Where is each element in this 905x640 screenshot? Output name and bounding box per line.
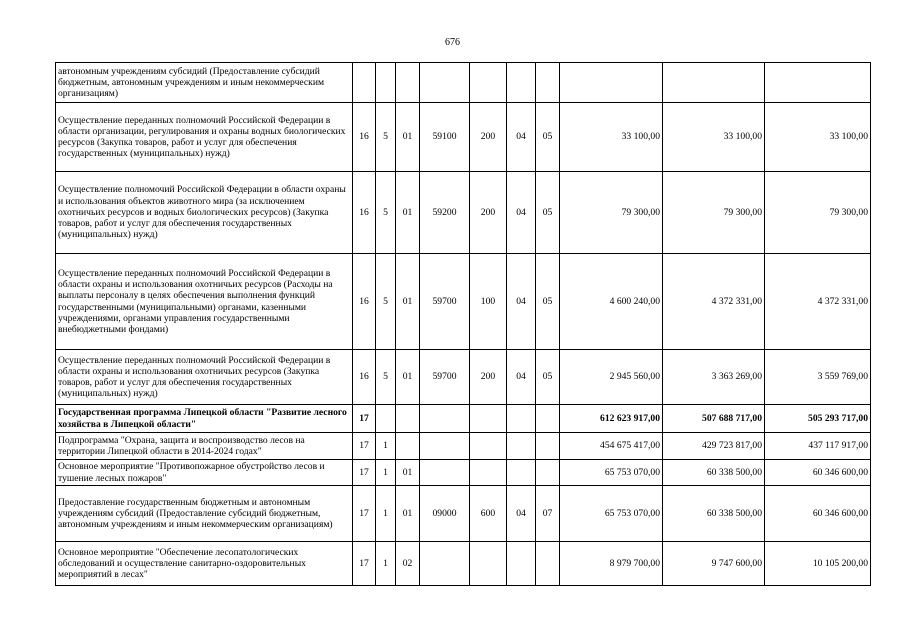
code-cell-7	[536, 433, 560, 460]
code-cell-5: 200	[470, 350, 507, 405]
code-cell-2: 1	[376, 542, 396, 586]
amount-cell-1: 612 623 917,00	[560, 405, 663, 433]
amount-cell-3: 79 300,00	[765, 172, 871, 254]
code-cell-5: 200	[470, 103, 507, 172]
code-cell-2: 5	[376, 172, 396, 254]
code-cell-3: 01	[396, 254, 420, 350]
amount-cell-1: 8 979 700,00	[560, 542, 663, 586]
row-name-cell: Осуществление полномочий Российской Федерации в области охраны и использования объектов животного мира (за исключением охотничьих ресурсов и водных биологических ресурсов) (Закупка товаров, работ и услуг для обеспечения государственных (муниципальных) нужд)	[56, 172, 353, 254]
row-name-cell: Осуществление переданных полномочий Российской Федерации в области охраны и использования охотничьих ресурсов (Закупка товаров, работ и услуг для обеспечения государственных (муниципальных) нужд)	[56, 350, 353, 405]
amount-cell-3: 4 372 331,00	[765, 254, 871, 350]
code-cell-7: 05	[536, 350, 560, 405]
table-row	[56, 542, 871, 586]
code-cell-4: 59700	[420, 350, 470, 405]
code-cell-1: 17	[353, 433, 376, 460]
code-cell-7	[536, 542, 560, 586]
code-cell-4: 59100	[420, 103, 470, 172]
code-cell-3: 01	[396, 486, 420, 542]
code-cell-3	[396, 405, 420, 433]
row-name-cell: Государственная программа Липецкой области "Развитие лесного хозяйства в Липецкой области"	[56, 405, 353, 433]
row-name-cell: Подпрограмма "Охрана, защита и воспроизводство лесов на территории Липецкой области в 2014-2024 годах"	[56, 433, 353, 460]
code-cell-6: 04	[507, 172, 536, 254]
amount-cell-3: 33 100,00	[765, 103, 871, 172]
code-cell-2: 1	[376, 460, 396, 486]
amount-cell-3: 60 346 600,00	[765, 460, 871, 486]
code-cell-3: 01	[396, 460, 420, 486]
code-cell-5: 600	[470, 486, 507, 542]
code-cell-3: 02	[396, 542, 420, 586]
code-cell-4: 59700	[420, 254, 470, 350]
budget-table-body	[56, 63, 871, 586]
code-cell-6	[507, 405, 536, 433]
table-row	[56, 172, 871, 254]
amount-cell-3: 10 105 200,00	[765, 542, 871, 586]
amount-cell-1: 65 753 070,00	[560, 486, 663, 542]
table-row	[56, 350, 871, 405]
code-cell-1	[353, 63, 376, 103]
code-cell-3: 01	[396, 172, 420, 254]
code-cell-6: 04	[507, 486, 536, 542]
code-cell-7: 05	[536, 254, 560, 350]
budget-table	[55, 62, 871, 586]
code-cell-2: 5	[376, 350, 396, 405]
amount-cell-2: 429 723 817,00	[663, 433, 765, 460]
code-cell-1: 16	[353, 172, 376, 254]
amount-cell-2: 33 100,00	[663, 103, 765, 172]
page-number: 676	[445, 37, 460, 48]
amount-cell-2: 60 338 500,00	[663, 486, 765, 542]
amount-cell-2: 60 338 500,00	[663, 460, 765, 486]
amount-cell-1	[560, 63, 663, 103]
amount-cell-1: 2 945 560,00	[560, 350, 663, 405]
amount-cell-3: 3 559 769,00	[765, 350, 871, 405]
code-cell-1: 17	[353, 542, 376, 586]
code-cell-4	[420, 405, 470, 433]
amount-cell-1: 4 600 240,00	[560, 254, 663, 350]
amount-cell-3: 437 117 917,00	[765, 433, 871, 460]
code-cell-6	[507, 63, 536, 103]
amount-cell-1: 454 675 417,00	[560, 433, 663, 460]
code-cell-4: 59200	[420, 172, 470, 254]
amount-cell-3	[765, 63, 871, 103]
amount-cell-1: 79 300,00	[560, 172, 663, 254]
code-cell-6	[507, 433, 536, 460]
code-cell-1: 17	[353, 486, 376, 542]
code-cell-5	[470, 542, 507, 586]
code-cell-5	[470, 405, 507, 433]
code-cell-7: 05	[536, 103, 560, 172]
table-row	[56, 254, 871, 350]
code-cell-4	[420, 63, 470, 103]
amount-cell-3: 505 293 717,00	[765, 405, 871, 433]
code-cell-6: 04	[507, 103, 536, 172]
code-cell-5	[470, 63, 507, 103]
table-row	[56, 103, 871, 172]
row-name-cell: Основное мероприятие "Обеспечение лесопатологических обследований и осуществление санитарно-оздоровительных мероприятий в лесах"	[56, 542, 353, 586]
code-cell-7	[536, 460, 560, 486]
table-row	[56, 460, 871, 486]
code-cell-3: 01	[396, 103, 420, 172]
code-cell-2: 5	[376, 103, 396, 172]
code-cell-2	[376, 405, 396, 433]
code-cell-3	[396, 433, 420, 460]
code-cell-7: 07	[536, 486, 560, 542]
code-cell-1: 17	[353, 460, 376, 486]
code-cell-4	[420, 460, 470, 486]
table-row	[56, 486, 871, 542]
code-cell-4	[420, 433, 470, 460]
row-name-cell: Основное мероприятие "Противопожарное обустройство лесов и тушение лесных пожаров"	[56, 460, 353, 486]
code-cell-1: 17	[353, 405, 376, 433]
code-cell-6: 04	[507, 254, 536, 350]
code-cell-6	[507, 542, 536, 586]
code-cell-4	[420, 542, 470, 586]
code-cell-5: 100	[470, 254, 507, 350]
row-name-cell: Осуществление переданных полномочий Российской Федерации в области охраны и использования охотничьих ресурсов (Расходы на выплаты персоналу в целях обеспечения выполнения функций государственными (муниципальными) органами, казенными учреждениями, органами управления государственными внебюджетными фондами)	[56, 254, 353, 350]
table-row	[56, 405, 871, 433]
code-cell-1: 16	[353, 103, 376, 172]
code-cell-1: 16	[353, 350, 376, 405]
code-cell-2	[376, 63, 396, 103]
amount-cell-2: 79 300,00	[663, 172, 765, 254]
code-cell-7: 05	[536, 172, 560, 254]
code-cell-4: 09000	[420, 486, 470, 542]
table-row	[56, 433, 871, 460]
amount-cell-2: 507 688 717,00	[663, 405, 765, 433]
amount-cell-2: 3 363 269,00	[663, 350, 765, 405]
code-cell-2: 5	[376, 254, 396, 350]
row-name-cell: Осуществление переданных полномочий Российской Федерации в области организации, регулирования и охраны водных биологических ресурсов (Закупка товаров, работ и услуг для обеспечения государственных (муниципальных) нужд)	[56, 103, 353, 172]
row-name-cell: автономным учреждениям субсидий (Предоставление субсидий бюджетным, автономным учреждениям и иным некоммерческим организациям)	[56, 63, 353, 103]
row-name-cell: Предоставление государственным бюджетным и автономным учреждениям субсидий (Предоставление субсидий бюджетным, автономным учреждениям и иным некоммерческим организациям)	[56, 486, 353, 542]
code-cell-5	[470, 433, 507, 460]
amount-cell-2	[663, 63, 765, 103]
code-cell-3: 01	[396, 350, 420, 405]
code-cell-5	[470, 460, 507, 486]
code-cell-3	[396, 63, 420, 103]
code-cell-6: 04	[507, 350, 536, 405]
code-cell-5: 200	[470, 172, 507, 254]
table-row	[56, 63, 871, 103]
code-cell-7	[536, 405, 560, 433]
code-cell-2: 1	[376, 486, 396, 542]
code-cell-6	[507, 460, 536, 486]
code-cell-2: 1	[376, 433, 396, 460]
code-cell-1: 16	[353, 254, 376, 350]
amount-cell-3: 60 346 600,00	[765, 486, 871, 542]
amount-cell-1: 33 100,00	[560, 103, 663, 172]
amount-cell-2: 4 372 331,00	[663, 254, 765, 350]
amount-cell-2: 9 747 600,00	[663, 542, 765, 586]
amount-cell-1: 65 753 070,00	[560, 460, 663, 486]
code-cell-7	[536, 63, 560, 103]
